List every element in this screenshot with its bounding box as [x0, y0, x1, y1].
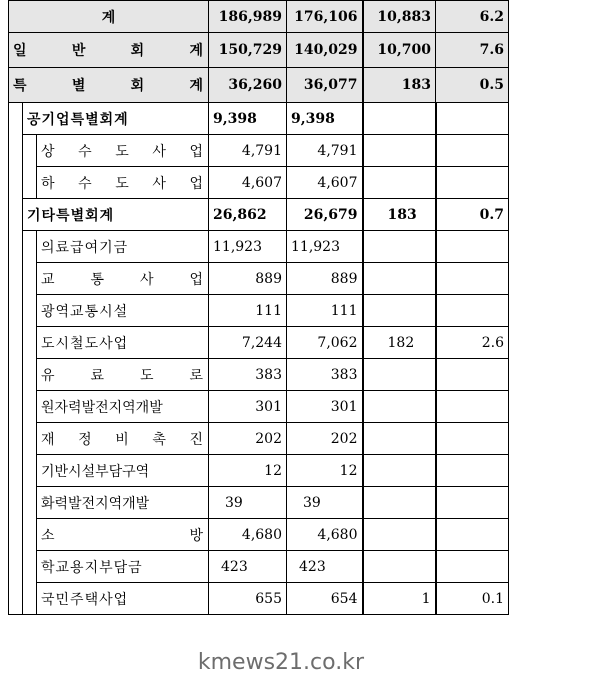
cell-value: 202 [209, 423, 287, 455]
row-label: 학교용지부담금 [37, 551, 209, 583]
cell-value: 301 [209, 391, 287, 423]
cell-value: 10,700 [363, 33, 436, 68]
cell-value: 4,607 [209, 167, 287, 199]
cell-value [363, 135, 436, 167]
table-row [9, 359, 579, 391]
table-row [9, 199, 579, 231]
cell-value: 0.7 [436, 199, 509, 231]
cell-value [436, 263, 509, 295]
row-label: 하 수 도 사 업 [37, 167, 209, 199]
table-row [9, 295, 579, 327]
cell-value [436, 423, 509, 455]
cell-value: 655 [209, 583, 287, 615]
cell-value: 7.6 [436, 33, 509, 68]
row-label: 화력발전지역개발 [37, 487, 209, 519]
row-label: 광역교통시설 [37, 295, 209, 327]
cell-value [363, 263, 436, 295]
cell-value: 6.2 [436, 1, 509, 33]
cell-value [363, 423, 436, 455]
row-label: 의료급여기금 [37, 231, 209, 263]
cell-value [363, 167, 436, 199]
cell-value: 7,244 [209, 327, 287, 359]
cell-value: 26,679 [287, 199, 363, 231]
cell-value [436, 167, 509, 199]
watermark-text: kmews21.co.kr [197, 650, 364, 675]
cell-value: 111 [209, 295, 287, 327]
row-label: 재 정 비 촉 진 [37, 423, 209, 455]
cell-value: 10,883 [363, 1, 436, 33]
cell-value: 0.5 [436, 68, 509, 103]
table-row-general [9, 33, 579, 68]
row-label: 일 반 회 계 [9, 33, 209, 68]
cell-value [436, 103, 509, 135]
cell-value: 301 [287, 391, 363, 423]
cell-value: 383 [209, 359, 287, 391]
cell-value [363, 231, 436, 263]
row-label: 공기업특별회계 [23, 103, 209, 135]
cell-value: 4,680 [209, 519, 287, 551]
row-label: 교 통 사 업 [37, 263, 209, 295]
cell-value [436, 295, 509, 327]
cell-value: 111 [287, 295, 363, 327]
cell-value: 9,398 [209, 103, 287, 135]
cell-value: 186,989 [209, 1, 287, 33]
cell-value [363, 359, 436, 391]
cell-value [363, 295, 436, 327]
cell-value: 182 [363, 327, 436, 359]
cell-value: 11,923 [287, 231, 363, 263]
cell-value: 140,029 [287, 33, 363, 68]
table-row [9, 231, 579, 263]
cell-value: 7,062 [287, 327, 363, 359]
table-row-total [9, 1, 579, 33]
table-row [9, 103, 579, 135]
cell-value: 4,607 [287, 167, 363, 199]
cell-value: 889 [287, 263, 363, 295]
table-row [9, 135, 579, 167]
row-label: 유 료 도 로 [37, 359, 209, 391]
table-row [9, 423, 579, 455]
cell-value: 202 [287, 423, 363, 455]
table-row [9, 551, 579, 583]
cell-value [436, 519, 509, 551]
table-row-special [9, 68, 579, 103]
cell-value [436, 359, 509, 391]
cell-value: 1 [363, 583, 436, 615]
table-row [9, 391, 579, 423]
table-row [9, 263, 579, 295]
cell-value: 176,106 [287, 1, 363, 33]
cell-value: 12 [209, 455, 287, 487]
cell-value: 423 [287, 551, 363, 583]
cell-value: 383 [287, 359, 363, 391]
row-label: 소 방 [37, 519, 209, 551]
cell-value: 11,923 [209, 231, 287, 263]
cell-value: 183 [363, 199, 436, 231]
row-label: 특 별 회 계 [9, 68, 209, 103]
table-row [9, 327, 579, 359]
cell-value: 4,680 [287, 519, 363, 551]
cell-value: 36,260 [209, 68, 287, 103]
cell-value [363, 455, 436, 487]
cell-value: 12 [287, 455, 363, 487]
cell-value: 2.6 [436, 327, 509, 359]
table-row [9, 519, 579, 551]
cell-value [363, 103, 436, 135]
cell-value [363, 551, 436, 583]
row-label: 상 수 도 사 업 [37, 135, 209, 167]
row-label: 계 [9, 1, 209, 33]
cell-value: 39 [287, 487, 363, 519]
row-label: 원자력발전지역개발 [37, 391, 209, 423]
cell-value: 423 [209, 551, 287, 583]
cell-value [436, 231, 509, 263]
cell-value [436, 391, 509, 423]
cell-value: 654 [287, 583, 363, 615]
cell-value: 39 [209, 487, 287, 519]
row-label: 기반시설부담구역 [37, 455, 209, 487]
cell-value [436, 455, 509, 487]
table-row [9, 487, 579, 519]
cell-value [363, 519, 436, 551]
row-label: 도시철도사업 [37, 327, 209, 359]
budget-table [8, 0, 579, 615]
cell-value: 4,791 [287, 135, 363, 167]
cell-value: 4,791 [209, 135, 287, 167]
row-label: 기타특별회계 [23, 199, 209, 231]
table-row [9, 167, 579, 199]
table-row [9, 455, 579, 487]
cell-value: 889 [209, 263, 287, 295]
cell-value [436, 551, 509, 583]
cell-value [363, 487, 436, 519]
cell-value: 36,077 [287, 68, 363, 103]
cell-value [436, 487, 509, 519]
cell-value: 183 [363, 68, 436, 103]
cell-value: 9,398 [287, 103, 363, 135]
cell-value [363, 391, 436, 423]
cell-value [436, 135, 509, 167]
cell-value: 0.1 [436, 583, 509, 615]
cell-value: 150,729 [209, 33, 287, 68]
cell-value: 26,862 [209, 199, 287, 231]
row-label: 국민주택사업 [37, 583, 209, 615]
table-row [9, 583, 579, 615]
